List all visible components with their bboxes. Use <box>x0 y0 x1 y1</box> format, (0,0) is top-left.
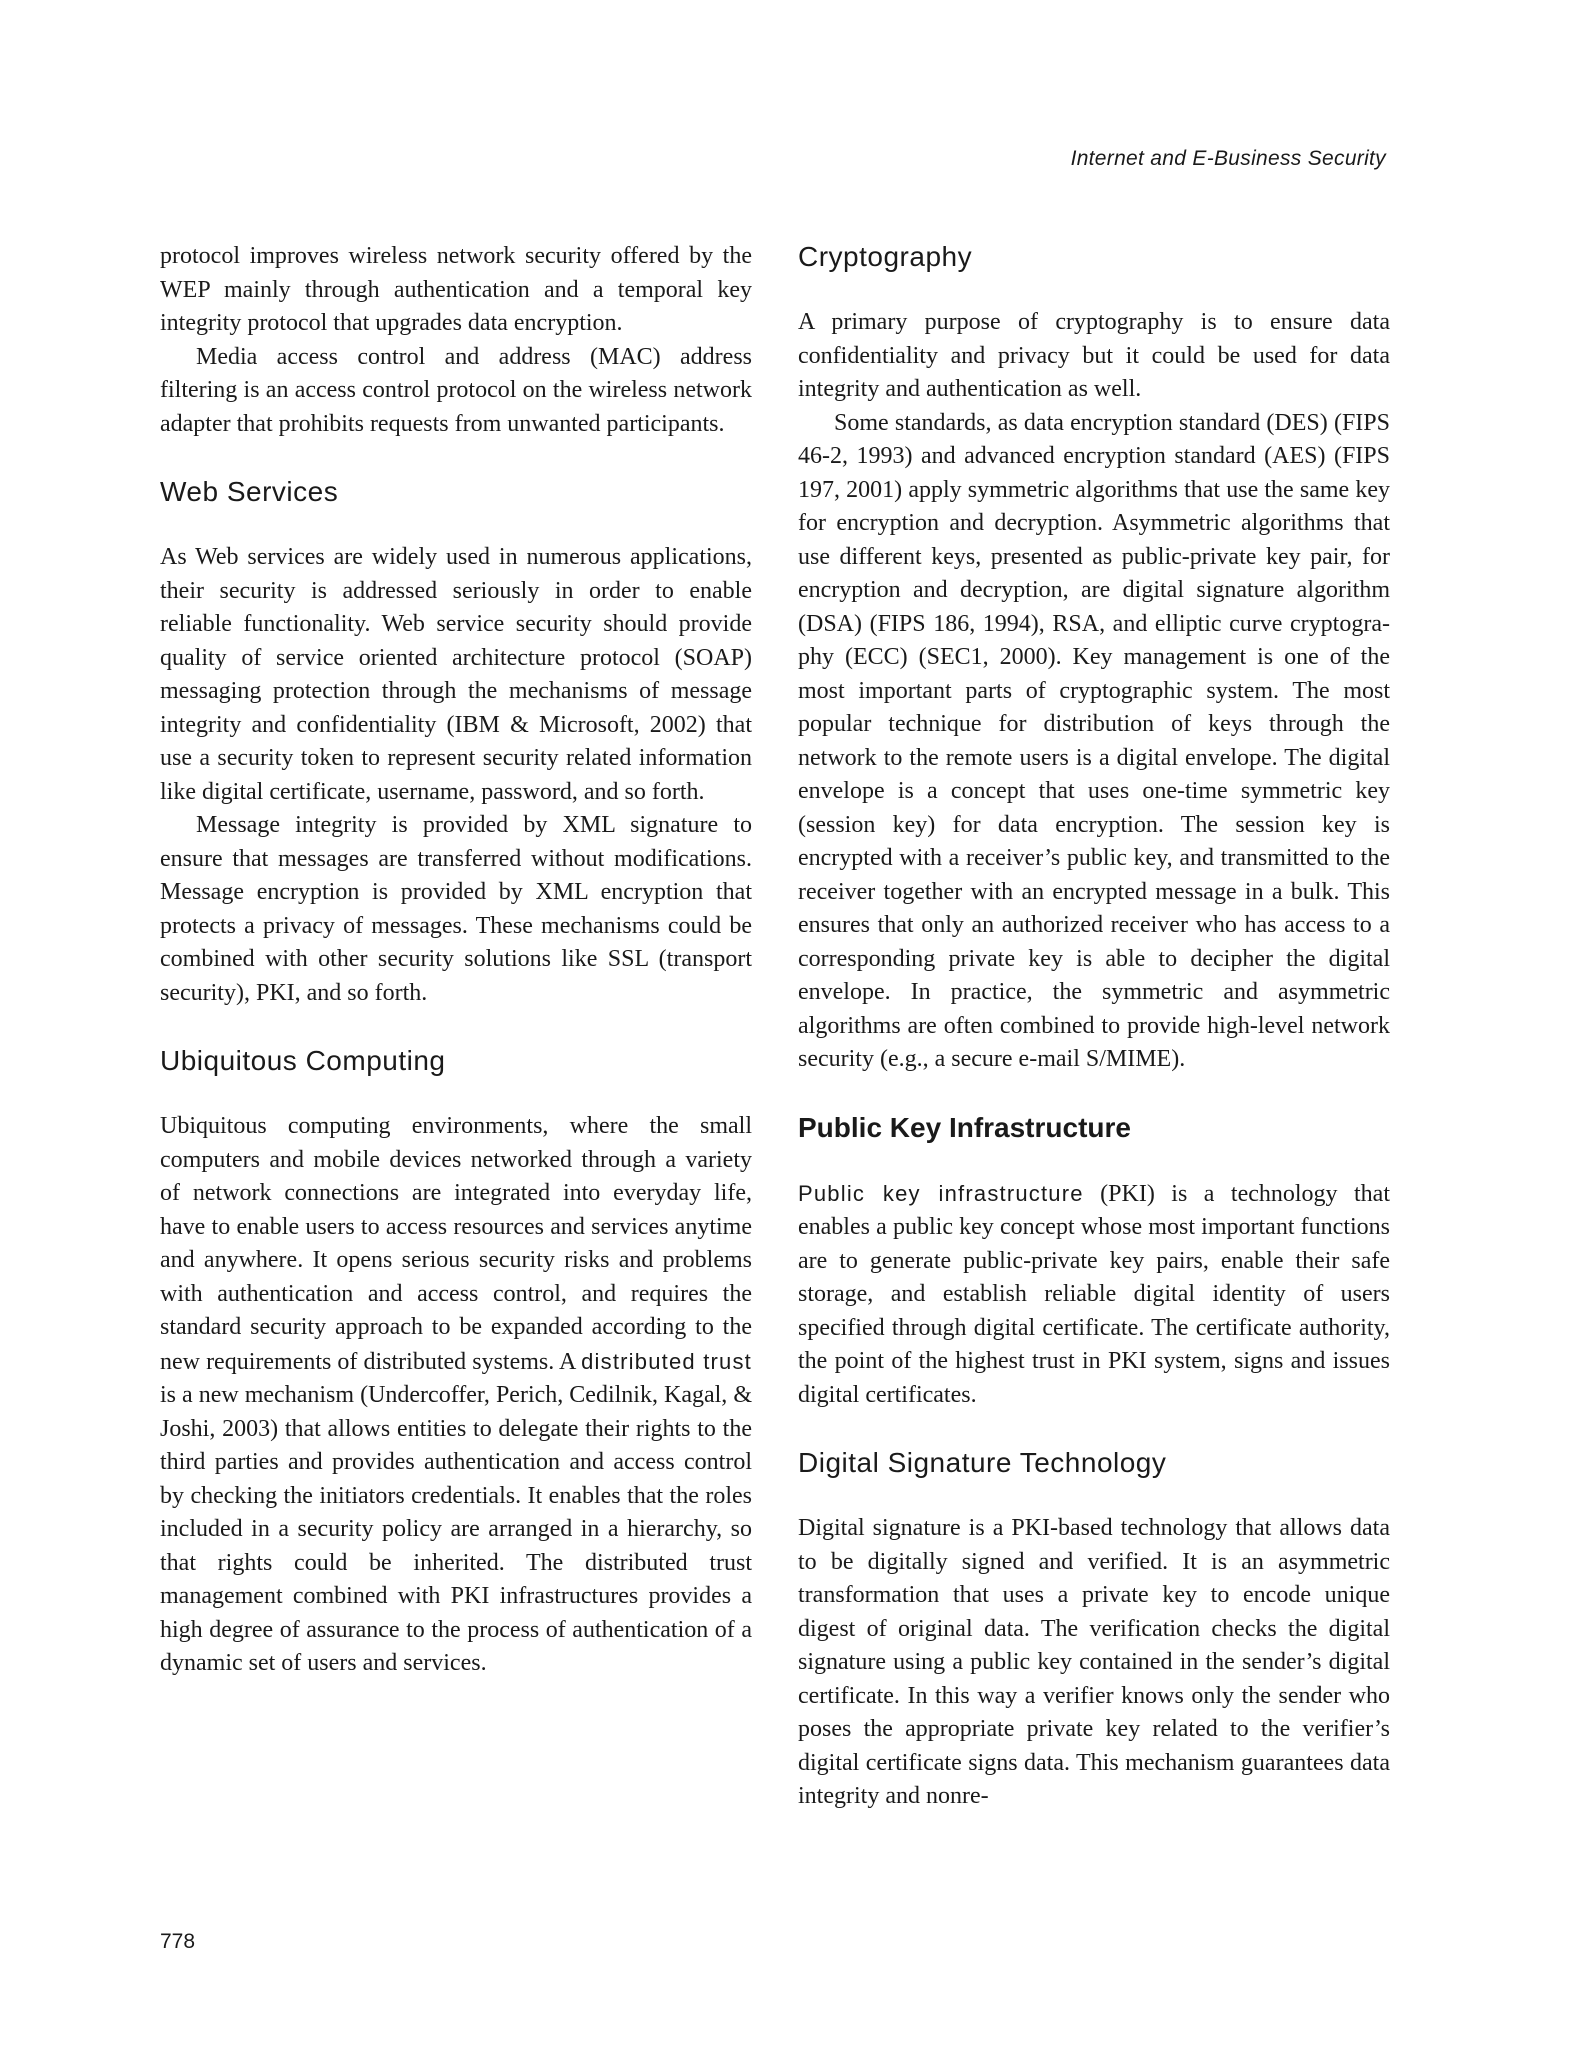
text-run: is a new mechanism (Undercoffer, Perich, Cedilnik, Kagal, & Joshi, 2003) that allows entities to delegate their rights to the third parties and provides authentication and access control by checking the initiators credentials. It enables that the roles included in a security policy are arranged in a hierarchy, so that rights could be inherited. The distributed trust management combined with PKI infrastructures provides a high degree of assurance to the process of authentication of a dynamic set of users and services. <box>160 1382 752 1676</box>
heading-cryptography: Cryptography <box>798 241 973 272</box>
paragraph-pki-1 <box>798 1177 1390 1413</box>
paragraph-cryptography-2: Some standards, as data encryption standard (DES) (FIPS 46-2, 1993) and advanced encryption standard (AES) (FIPS 197, 2001) apply symmetric algorithms that use the same key for encryption and decryption. Asymmetric algorithms that use different keys, presented as public-private key pair, for encryption and decryption, are digital signature algorithm (DSA) (FIPS 186, 1994), RSA, and elliptic curve cryptography (ECC) (SEC1, 2000). Key management is one of the most important parts of cryptographic system. The most popular technique for distribution of keys through the network to the remote users is a digital envelope. The digital envelope is a concept that uses one-time symmetric key (session key) for data encryption. The session key is encrypted with a receiver’s public key, and transmitted to the receiver together with an encrypted message in a bulk. This ensures that only an authorized receiver who has access to a corresponding private key is able to decipher the digital envelope. In practice, the symmetric and asymmetric algorithms are often combined to provide high-level network security (e.g., a secure e-mail S/MIME). <box>798 409 1390 1072</box>
term-public-key-infrastructure: Public key infrastructure <box>798 1180 1084 1206</box>
text-run: (PKI) is a technology that enables a public key concept whose most important functions are to generate public-private key pairs, enable their safe storage, and establish reliable digital identity of users specified through digital certificate. The certificate authority, the point of the highest trust in PKI system, signs and issues digital certificates. <box>798 1180 1390 1408</box>
right-column <box>798 240 1390 1814</box>
paragraph-digital-signature-1: Digital signature is a PKI-based technology that allows data to be digitally signed and verified. It is an asymmetric transformation that uses a private key to encode unique digest of original data. The verification checks the digital signature using a public key contained in the sender’s digital certificate. In this way a verifier knows only the sender who poses the appropriate private key related to the verifier’s digital certificate signs data. This mechanism guarantees data integrity and nonre- <box>798 1515 1390 1809</box>
running-head: Internet and E-Business Security <box>1070 147 1386 170</box>
heading-digital-signature-technology: Digital Signature Technology <box>798 1447 1167 1478</box>
heading-ubiquitous-computing: Ubiquitous Computing <box>160 1045 446 1076</box>
heading-public-key-infrastructure: Public Key Infrastructure <box>798 1111 1131 1143</box>
heading-web-services: Web Services <box>160 476 339 507</box>
left-column <box>160 240 752 1681</box>
page-number: 778 <box>160 1930 196 1953</box>
term-distributed-trust: distributed trust <box>581 1348 752 1374</box>
paragraph-ubiquitous-1 <box>160 1110 752 1681</box>
paragraph-cryptography-1: A primary purpose of cryptography is to ensure data confidentiality and privacy but it could be used for data integrity and authentication as well. <box>798 309 1390 402</box>
paragraph-web-services-2: Message integrity is provided by XML signature to ensure that messages are transferred without modifications. Message encryption is provided by XML encryption that protects a privacy of messages. These mechanisms could be combined with other security solutions like SSL (transport security), PKI, and so forth. <box>160 812 752 1006</box>
paragraph-web-services-1: As Web services are widely used in numerous applications, their security is addressed seriously in order to enable reliable functionality. Web service security should provide quality of service oriented architecture protocol (SOAP) messaging protection through the mechanisms of message integrity and confidentiality (IBM & Microsoft, 2002) that use a security token to represent security related information like digital certificate, username, password, and so forth. <box>160 544 752 805</box>
paragraph-wireless-protocol: protocol improves wireless network security offered by the WEP mainly through authentication and a temporal key integrity protocol that upgrades data encryption. <box>160 243 752 336</box>
text-run: Ubiquitous computing environments, where the small computers and mobile devices networked through a variety of network connections are integrated into everyday life, have to enable users to access resources and services anytime and anywhere. It opens serious security risks and problems with authentication and access control, and requires the standard security approach to be expanded according to the new requirements of distributed systems. A <box>160 1113 752 1375</box>
paragraph-mac-filtering: Media access control and address (MAC) address filtering is an access control protocol on the wireless network adapter that prohibits requests from unwanted participants. <box>160 343 752 437</box>
